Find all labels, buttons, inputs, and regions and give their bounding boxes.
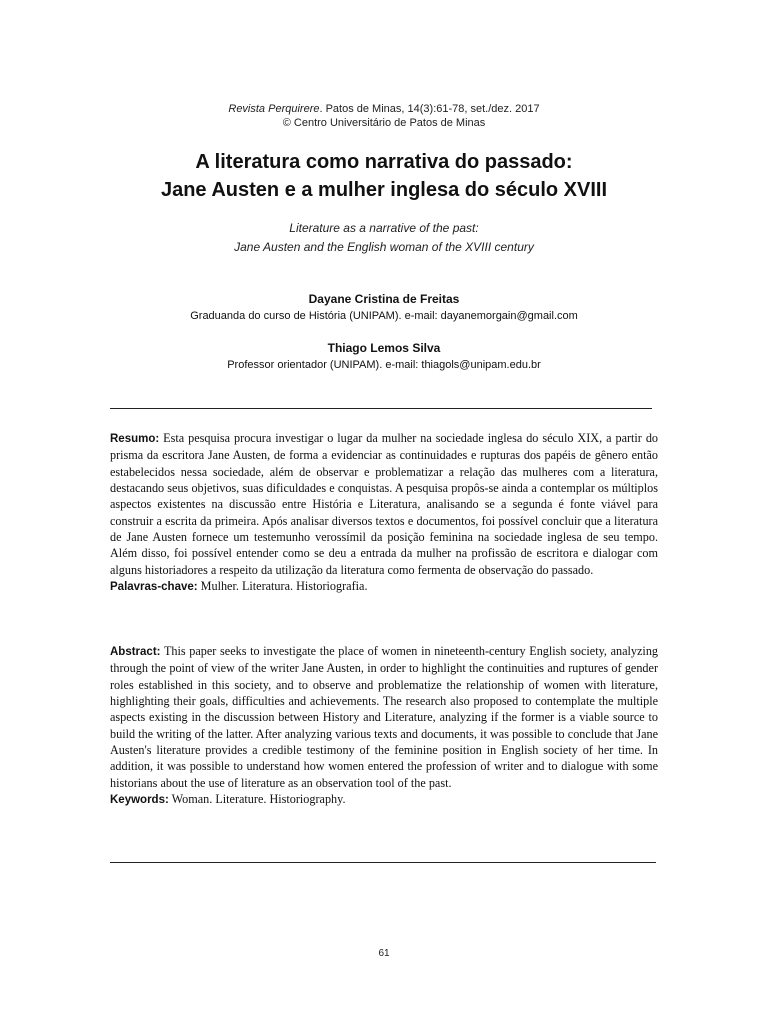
page-number: 61 [378, 948, 390, 959]
abstract-section [110, 643, 658, 808]
paper-title-line2: Jane Austen e a mulher inglesa do século XVIII [160, 179, 608, 201]
journal-name: Revista Perquirere [228, 103, 320, 115]
resumo-section [110, 430, 658, 595]
palavras-chave-text: Mulher. Literatura. Historiografia. [200, 579, 368, 594]
abstract-keywords [110, 791, 658, 808]
author-name: Thiago Lemos Silva [327, 341, 441, 355]
divider-top [110, 408, 652, 409]
journal-ref: . Patos de Minas, 14(3):61-78, set./dez. 2017 [319, 103, 540, 115]
journal-copyright: © Centro Universitário de Patos de Minas [282, 117, 486, 129]
author-affiliation: Professor orientador (UNIPAM). e-mail: thiagols@unipam.edu.br [227, 359, 541, 371]
abstract-paragraph [110, 643, 658, 791]
resumo-text: Esta pesquisa procura investigar o lugar da mulher na sociedade inglesa do século XIX, a partir do prisma da escritora Jane Austen, de forma a evidenciar as continuidades e rupturas dos papéis de gênero então estabelecidos nessa sociedade, além de observar e problematizar a relação das mulheres com a literatura, destacando seus objetivos, suas dificuldades e conquistas. A pesquisa propôs-se ainda a contemplar os múltiplos aspectos existentes na discussão entre História e Literatura, analisando se a segunda é fonte viável para construir a escrita da primeira. Após analisar diversos textos e documentos, foi possível concluir que a literatura de Jane Austen fornece um testemunho verossímil da posição feminina na sociedade inglesa de seu tempo. Além disso, foi possível entender como se deu a entrada da mulher na profissão de escritora e dialogar com alguns historiadores a respeito da utilização da literatura como fermenta de observação do passado. [110, 431, 659, 577]
paper-title [0, 148, 768, 204]
author-affiliation: Graduanda do curso de História (UNIPAM). e-mail: dayanemorgain@gmail.com [190, 310, 578, 322]
resumo-keywords [110, 578, 658, 595]
journal-citation [0, 102, 768, 116]
keywords-text: Woman. Literature. Historiography. [171, 792, 346, 807]
abstract-label: Abstract: [110, 646, 161, 658]
resumo-label: Resumo: [110, 433, 160, 445]
divider-bottom [110, 862, 656, 863]
paper-subtitle-line1: Literature as a narrative of the past: [289, 221, 479, 235]
paper-title-line1: A literatura como narrativa do passado: [195, 151, 573, 173]
palavras-chave-label: Palavras-chave: [110, 581, 198, 594]
paper-subtitle-line2: Jane Austen and the English woman of the XVIII century [234, 240, 534, 254]
author-block [0, 340, 768, 373]
paper-subtitle [0, 219, 768, 257]
abstract-text: This paper seeks to investigate the place of women in nineteenth-century English society, analyzing through the point of view of the writer Jane Austen, in order to highlight the continuities and ruptures of gender roles established in this society, and to observe and problematize the relationship of women with literature, highlighting their goals, difficulties and achievements. The research also proposed to contemplate the multiple aspects existing in the discussion between History and Literature, analyzing if the former is a viable source to build the writing of the latter. After analyzing various texts and documents, it was possible to conclude that Jane Austen's literature provides a credible testimony of the feminine position in English society of her time. In addition, it was possible to understand how women entered the profession of writer and to dialogue with some historians about the use of literature as an observation tool of the past. [110, 644, 659, 790]
author-block [0, 291, 768, 324]
resumo-paragraph [110, 430, 658, 578]
author-name: Dayane Cristina de Freitas [308, 292, 460, 306]
keywords-label: Keywords: [110, 794, 169, 807]
journal-header [0, 102, 768, 130]
